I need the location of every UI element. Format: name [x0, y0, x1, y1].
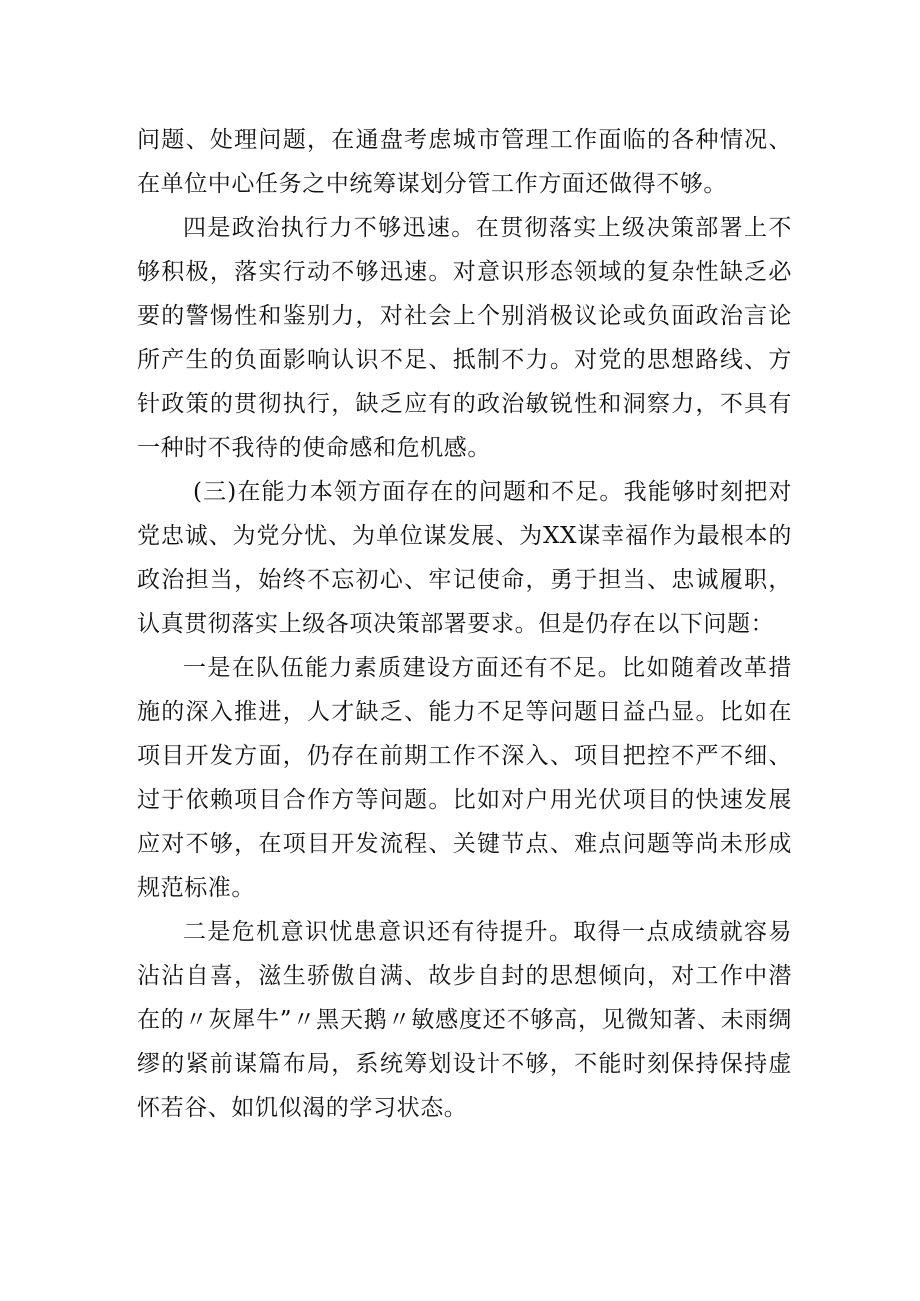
- paragraph-political-execution: 四是政治执行力不够迅速。在贯彻落实上级决策部署上不够积极，落实行动不够迅速。对意识形态领域的复杂性缺乏必要的警惕性和鉴别力，对社会上个别消极议论或负面政治言论所产生的负面影响认识不足、抵制不力。对党的思想路线、方针政策的贯彻执行，缺乏应有的政治敏锐性和洞察力，不具有一种时不我待的使命感和危机感。: [137, 215, 792, 461]
- paragraph-team-capability: 一是在队伍能力素质建设方面还有不足。比如随着改革措施的深入推进，人才缺乏、能力不足等问题日益凸显。比如在项目开发方面，仍存在前期工作不深入、项目把控不严不细、过于依赖项目合作方等问题。比如对户用光伏项目的快速发展应对不够，在项目开发流程、关键节点、难点问题等尚未形成规范标准。: [137, 655, 792, 901]
- paragraph-section-three-ability: (三)在能力本领方面存在的问题和不足。我能够时刻把对党忠诚、为党分忧、为单位谋发展、为XX谋幸福作为最根本的政治担当，始终不忘初心、牢记使命，勇于担当、忠诚履职，认真贯彻落实上级各项决策部署要求。但是仍存在以下问题：: [137, 479, 792, 637]
- document-body: [137, 118, 792, 1130]
- paragraph-crisis-awareness: 二是危机意识忧患意识还有待提升。取得一点成绩就容易沾沾自喜，滋生骄傲自满、故步自封的思想倾向，对工作中潜在的〃灰犀牛”〃黑天鹅〃敏感度还不够高，见微知著、未雨绸缪的紧前谋篇布局，系统筹划设计不够，不能时刻保持保持虚怀若谷、如饥似渴的学习状态。: [137, 919, 792, 1121]
- paragraph-continuation: 问题、处理问题，在通盘考虑城市管理工作面临的各种情况、在单位中心任务之中统筹谋划分管工作方面还做得不够。: [137, 127, 792, 197]
